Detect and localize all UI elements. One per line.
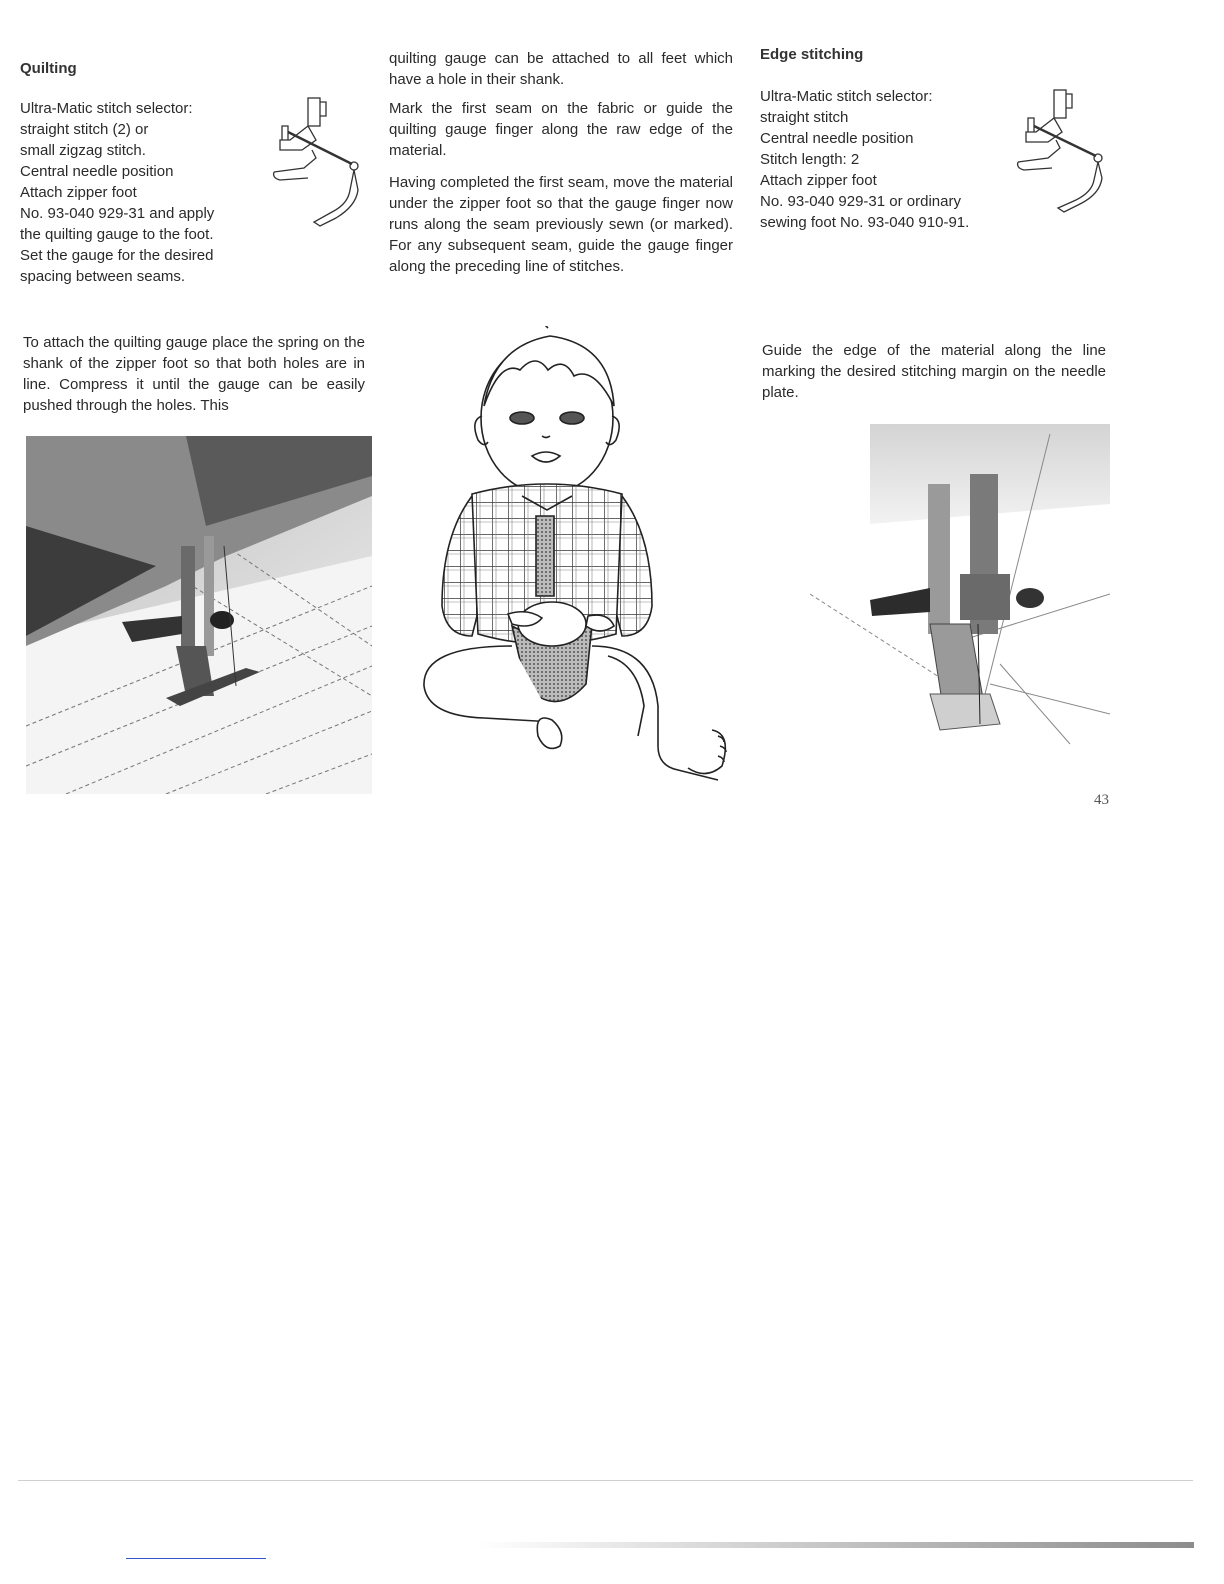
settings-line: No. 93-040 929-31 and apply — [20, 205, 215, 222]
attach-gauge-paragraph: To attach the quilting gauge place the spring on the shank of the zipper foot so that both holes are in line. Compress it until the gauge can be easily pushed through the holes. This — [23, 334, 365, 414]
settings-line: the quilting gauge to the foot. — [20, 226, 214, 243]
settings-line: Central needle position — [20, 163, 174, 180]
settings-line: Set the gauge for the desired — [20, 247, 214, 264]
subsequent-seam-paragraph: Having completed the first seam, move the material under the zipper foot so that the gauge finger now runs along the seam previously sewn (or marked). For any subsequent seam, guide the gauge finger along the preceding line of stitches. — [389, 174, 733, 275]
first-seam-paragraph: Mark the first seam on the fabric or guide the quilting gauge finger along the raw edge of the material. — [389, 100, 733, 159]
settings-line: straight stitch (2) or — [20, 121, 149, 138]
settings-line: sewing foot No. 93-040 910-91. — [760, 214, 970, 231]
edge-stitching-photo — [810, 424, 1110, 754]
scan-blue-line — [126, 1558, 266, 1559]
settings-line: Stitch length: 2 — [760, 151, 860, 168]
edge-stitching-settings — [760, 86, 969, 233]
edge-stitching-heading: Edge stitching — [760, 46, 864, 63]
guide-edge-paragraph: Guide the edge of the material along the line marking the desired stitching margin on the needle plate. — [762, 342, 1106, 401]
page-number: 43 — [1094, 792, 1109, 808]
quilting-settings — [20, 98, 214, 287]
scan-edge-bar — [478, 1542, 1194, 1548]
settings-line: Ultra-Matic stitch selector: — [760, 88, 933, 105]
gauge-attach-paragraph: quilting gauge can be attached to all feet which have a hole in their shank. — [389, 50, 733, 88]
zipper-foot-gauge-illustration — [268, 92, 368, 232]
settings-line: straight stitch — [760, 109, 849, 126]
settings-line: small zigzag stitch. — [20, 142, 146, 159]
baby-illustration — [412, 326, 742, 786]
zipper-foot-illustration — [1010, 86, 1110, 216]
scan-divider — [18, 1480, 1193, 1481]
settings-line: Central needle position — [760, 130, 914, 147]
settings-line: Attach zipper foot — [760, 172, 877, 189]
quilting-photo — [26, 436, 372, 794]
settings-line: No. 93-040 929-31 or ordinary — [760, 193, 961, 210]
settings-line: Ultra-Matic stitch selector: — [20, 100, 193, 117]
settings-line: Attach zipper foot — [20, 184, 137, 201]
settings-line: spacing between seams. — [20, 268, 186, 285]
quilting-heading: Quilting — [20, 60, 77, 77]
